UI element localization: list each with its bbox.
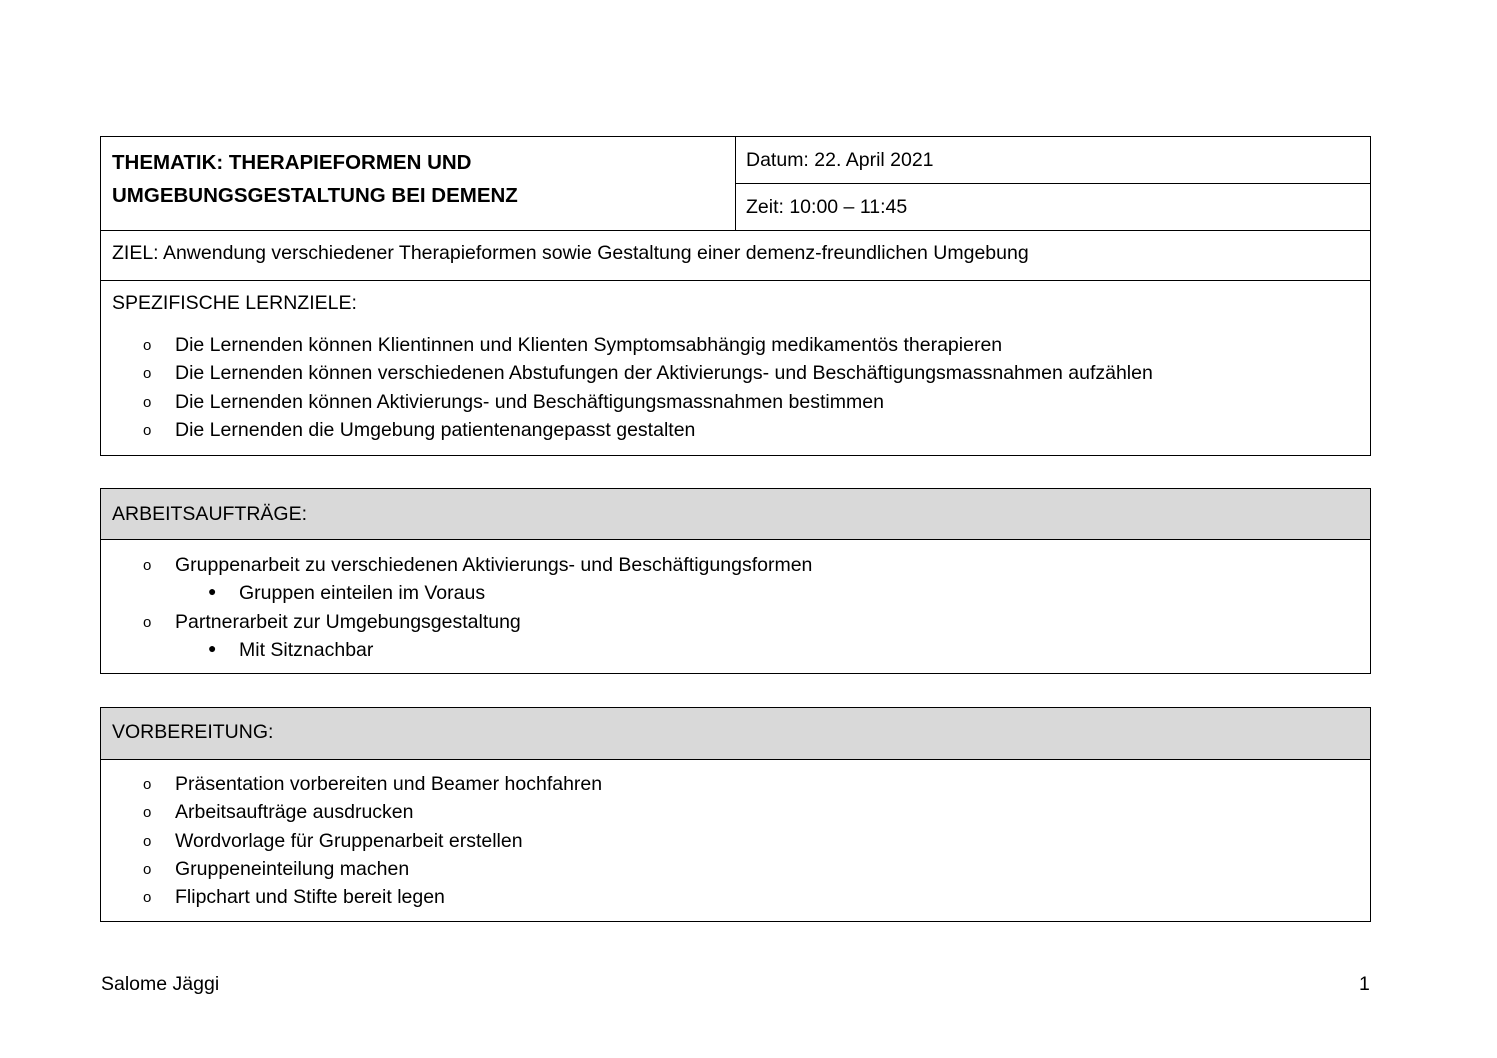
topic-title xyxy=(112,146,518,212)
bullet-dot-icon: ● xyxy=(208,583,217,600)
header-divider-objectives xyxy=(101,280,1370,281)
tasks-list xyxy=(101,554,1370,667)
header-divider-vertical xyxy=(735,137,736,231)
preparation-list xyxy=(101,773,1370,914)
bullet-circle-icon: o xyxy=(143,804,152,822)
footer-author: Salome Jäggi xyxy=(101,973,220,995)
list-item: o Die Lernenden können Klientinnen und Klienten Symptomsabhängig medikamentös therapieren xyxy=(143,334,1003,356)
bullet-circle-icon: o xyxy=(143,889,152,907)
header-divider-datetime xyxy=(735,183,1370,184)
list-item: o Flipchart und Stifte bereit legen xyxy=(143,886,445,909)
bullet-circle-icon: o xyxy=(143,860,152,878)
list-item: o Die Lernenden die Umgebung patientenangepasst gestalten xyxy=(143,418,696,441)
list-item: o Partnerarbeit zur Umgebungsgestaltung xyxy=(143,610,521,633)
objectives-heading: SPEZIFISCHE LERNZIELE: xyxy=(112,292,357,314)
header-table xyxy=(100,136,1371,456)
date-field: Datum: 22. April 2021 xyxy=(746,149,934,171)
tasks-table xyxy=(100,488,1371,674)
sub-list-item: ● Gruppen einteilen im Voraus xyxy=(208,582,486,605)
bullet-circle-icon: o xyxy=(143,776,152,793)
list-item: o Wordvorlage für Gruppenarbeit erstellen xyxy=(143,829,523,852)
goal-text: ZIEL: Anwendung verschiedener Therapieformen sowie Gestaltung einer demenz-freundlichen Umgebung xyxy=(112,242,1029,264)
preparation-heading-divider xyxy=(101,759,1370,760)
list-item: o Präsentation vorbereiten und Beamer hochfahren xyxy=(143,773,603,795)
bullet-circle-icon: o xyxy=(143,337,152,354)
list-item: o Arbeitsaufträge ausdrucken xyxy=(143,801,414,824)
tasks-heading-divider xyxy=(101,539,1370,540)
bullet-dot-icon: ● xyxy=(208,639,217,656)
list-item: o Gruppenarbeit zu verschiedenen Aktivierungs- und Beschäftigungsformen xyxy=(143,554,813,576)
preparation-heading-shade xyxy=(101,708,1370,759)
preparation-table xyxy=(100,707,1371,922)
topic-title-line-2: UMGEBUNGSGESTALTUNG BEI DEMENZ xyxy=(112,184,518,207)
time-field: Zeit: 10:00 – 11:45 xyxy=(746,196,908,218)
topic-title-line-1: THEMATIK: THERAPIEFORMEN UND xyxy=(112,151,472,174)
bullet-circle-icon: o xyxy=(143,365,152,383)
bullet-circle-icon: o xyxy=(143,832,152,850)
list-item: o Die Lernenden können Aktivierungs- und Beschäftigungsmassnahmen bestimmen xyxy=(143,390,884,413)
tasks-heading: ARBEITSAUFTRÄGE: xyxy=(112,503,308,525)
sub-list-item: ● Mit Sitznachbar xyxy=(208,638,374,661)
bullet-circle-icon: o xyxy=(143,421,152,439)
page-number: 1 xyxy=(1359,973,1370,995)
objectives-list xyxy=(101,334,1370,447)
bullet-circle-icon: o xyxy=(143,557,152,574)
list-item: o Gruppeneinteilung machen xyxy=(143,857,410,880)
bullet-circle-icon: o xyxy=(143,613,152,631)
bullet-circle-icon: o xyxy=(143,393,152,411)
list-item: o Die Lernenden können verschiedenen Abstufungen der Aktivierungs- und Beschäftigungsmassnahmen aufzählen xyxy=(143,362,1153,385)
header-divider-goal xyxy=(101,230,1370,231)
preparation-heading: VORBEREITUNG: xyxy=(112,721,274,743)
